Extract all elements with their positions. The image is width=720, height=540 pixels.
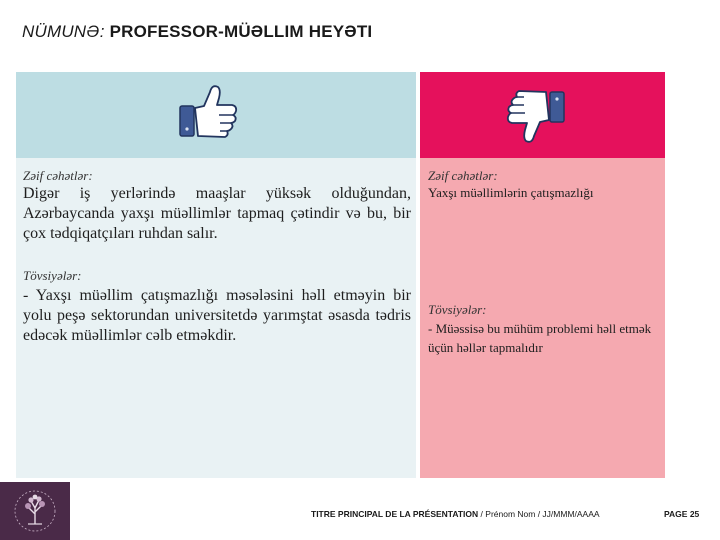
left-weakness-text: Digər iş yerlərində maaşlar yüksək olduğundan, Azərbaycanda yaxşı müəllimlər tapmaq çətindir və bu, bir çox tədqiqatçıları ruhdan salır. <box>23 185 411 242</box>
right-panel <box>420 72 665 478</box>
left-recommendation-text: - Yaxşı müəllim çatışmazlığı məsələsini həll etməyin bir yolu peşə sektorundan universitetdə yarımştat əsasda tədris edəcək müəllimlər cəlb etməkdir. <box>23 287 411 344</box>
footer-author-date: / Prénom Nom / JJ/MMM/AAAA <box>478 509 600 519</box>
slide-title-lead: NÜMUNƏ: <box>22 22 105 41</box>
right-recommendation-text: - Müəssisə bu mühüm problemi həll etmək üçün həllər tapmalıdır <box>428 321 652 355</box>
tree-logo-icon <box>6 486 64 536</box>
thumbs-down-icon <box>504 84 570 150</box>
footer-presentation-title: TITRE PRINCIPAL DE LA PRÉSENTATION <box>311 509 479 519</box>
right-weakness-text: Yaxşı müəllimlərin çatışmazlığı <box>428 185 594 200</box>
left-recommendation-label: Tövsiyələr: <box>23 268 82 283</box>
footer-page: PAGE 25 <box>664 509 700 519</box>
slide-title <box>22 22 372 42</box>
left-panel <box>16 72 416 478</box>
footer-presentation-info <box>311 509 600 519</box>
left-weakness-label: Zəif cəhətlər: <box>23 168 93 183</box>
footer-logo <box>0 482 70 540</box>
thumbs-up-icon <box>174 78 240 144</box>
slide-title-main: PROFESSOR-MÜƏLLIM HEYƏTI <box>109 22 373 41</box>
left-panel-header <box>16 72 416 158</box>
footer-page-number <box>664 509 699 519</box>
right-panel-header <box>420 72 665 158</box>
right-weakness-label: Zəif cəhətlər: <box>428 168 498 183</box>
right-recommendation-label: Tövsiyələr: <box>428 302 487 317</box>
